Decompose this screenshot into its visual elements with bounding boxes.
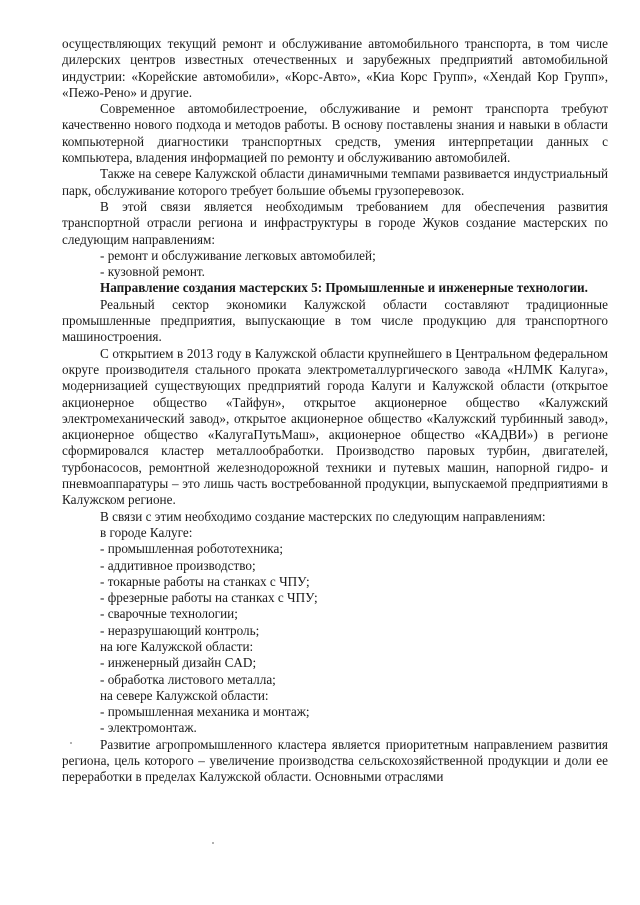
section-heading-5: Направление создания мастерских 5: Промышленные и инженерные технологии. <box>100 280 588 296</box>
scan-speck <box>70 742 72 744</box>
list-item-ndt: - неразрушающий контроль; <box>100 622 260 638</box>
list-item-robotics: - промышленная робототехника; <box>100 541 284 557</box>
list-item-milling-cnc: - фрезерные работы на станках с ЧПУ; <box>100 590 318 606</box>
paragraph-modern-automotive: Современное автомобилестроение, обслуживание и ремонт транспорта требуют качественно нового подхода и методов работы. В основу поставлены знания и навыки в области компьютерной диагностики транспортных средств, умения интерпретации данных с компьютера, владения информацией по ремонту и обслуживанию автомобилей. <box>62 101 608 166</box>
paragraph-metalworking-cluster: С открытием в 2013 году в Калужской области крупнейшего в Центральном федеральном округе производителя стального проката электрометаллургического завода «НЛМК Калуга», модернизацией существующих предприятий города Калуги и Калужской области (открытое акционерное общество «Тайфун», открытое акционерное общество «Калужский электромеханический завод», открытое акционерное общество «Калужский турбинный завод», акционерное общество «КалугаПутьМаш», акционерное общество «КАДВИ») в регионе сформировался кластер металлообработки. Производство паровых турбин, двигателей, турбонасосов, ремонтной железнодорожной техники и путевых машин, напорной гидро- и пневмоаппаратуры – это лишь часть востребованной продукции, выпускаемой предприятиями в Калужском регионе. <box>62 345 608 508</box>
paragraph-real-sector: Реальный сектор экономики Калужской области составляют традиционные промышленные предприятия, выпускающие в том числе продукцию для транспортного машиностроения. <box>62 296 608 345</box>
list-item-mechanics: - промышленная механика и монтаж; <box>100 704 310 720</box>
list-item-body-repair: - кузовной ремонт. <box>100 264 205 280</box>
paragraph-workshops-zhukov: В этой связи является необходимым требованием для обеспечения развития транспортной отрасли региона и инфраструктуры в городе Жуков создание мастерских по следующим направлениям: <box>62 198 608 247</box>
list-item-sheet-metal: - обработка листового металла; <box>100 671 276 687</box>
paragraph-dealers: осуществляющих текущий ремонт и обслуживание автомобильного транспорта, в том числе дилерских центров известных отечественных и зарубежных предприятий автомобильной индустрии: «Корейские автомобили», «Корс-Авто», «Киа Корс Групп», «Хендай Кор Групп», «Пежо-Рено» и другие. <box>62 36 608 100</box>
list-subheading-north: на севере Калужской области: <box>100 687 269 703</box>
list-item-car-repair: - ремонт и обслуживание легковых автомобилей; <box>100 247 376 263</box>
list-item-turning-cnc: - токарные работы на станках с ЧПУ; <box>100 573 310 589</box>
list-item-electrical: - электромонтаж. <box>100 720 197 736</box>
paragraph-workshops-needed: В связи с этим необходимо создание мастерских по следующим направлениям: <box>100 508 546 524</box>
list-subheading-kaluga: в городе Калуге: <box>100 524 193 540</box>
list-item-cad: - инженерный дизайн CAD; <box>100 655 257 671</box>
paragraph-industrial-park: Также на севере Калужской области динамичными темпами развивается индустриальный парк, обслуживание которого требует большие объемы грузоперевозок. <box>62 166 608 198</box>
list-subheading-south: на юге Калужской области: <box>100 638 254 654</box>
paragraph-agro-cluster: Развитие агропромышленного кластера является приоритетным направлением развития региона, цель которого – увеличение производства сельскохозяйственной продукции и доли ее переработки в пределах Калужской области. Основными отраслями <box>62 736 608 785</box>
list-item-welding: - сварочные технологии; <box>100 606 238 622</box>
scan-speck <box>212 842 214 844</box>
list-item-additive: - аддитивное производство; <box>100 557 256 573</box>
document-page <box>62 36 608 786</box>
